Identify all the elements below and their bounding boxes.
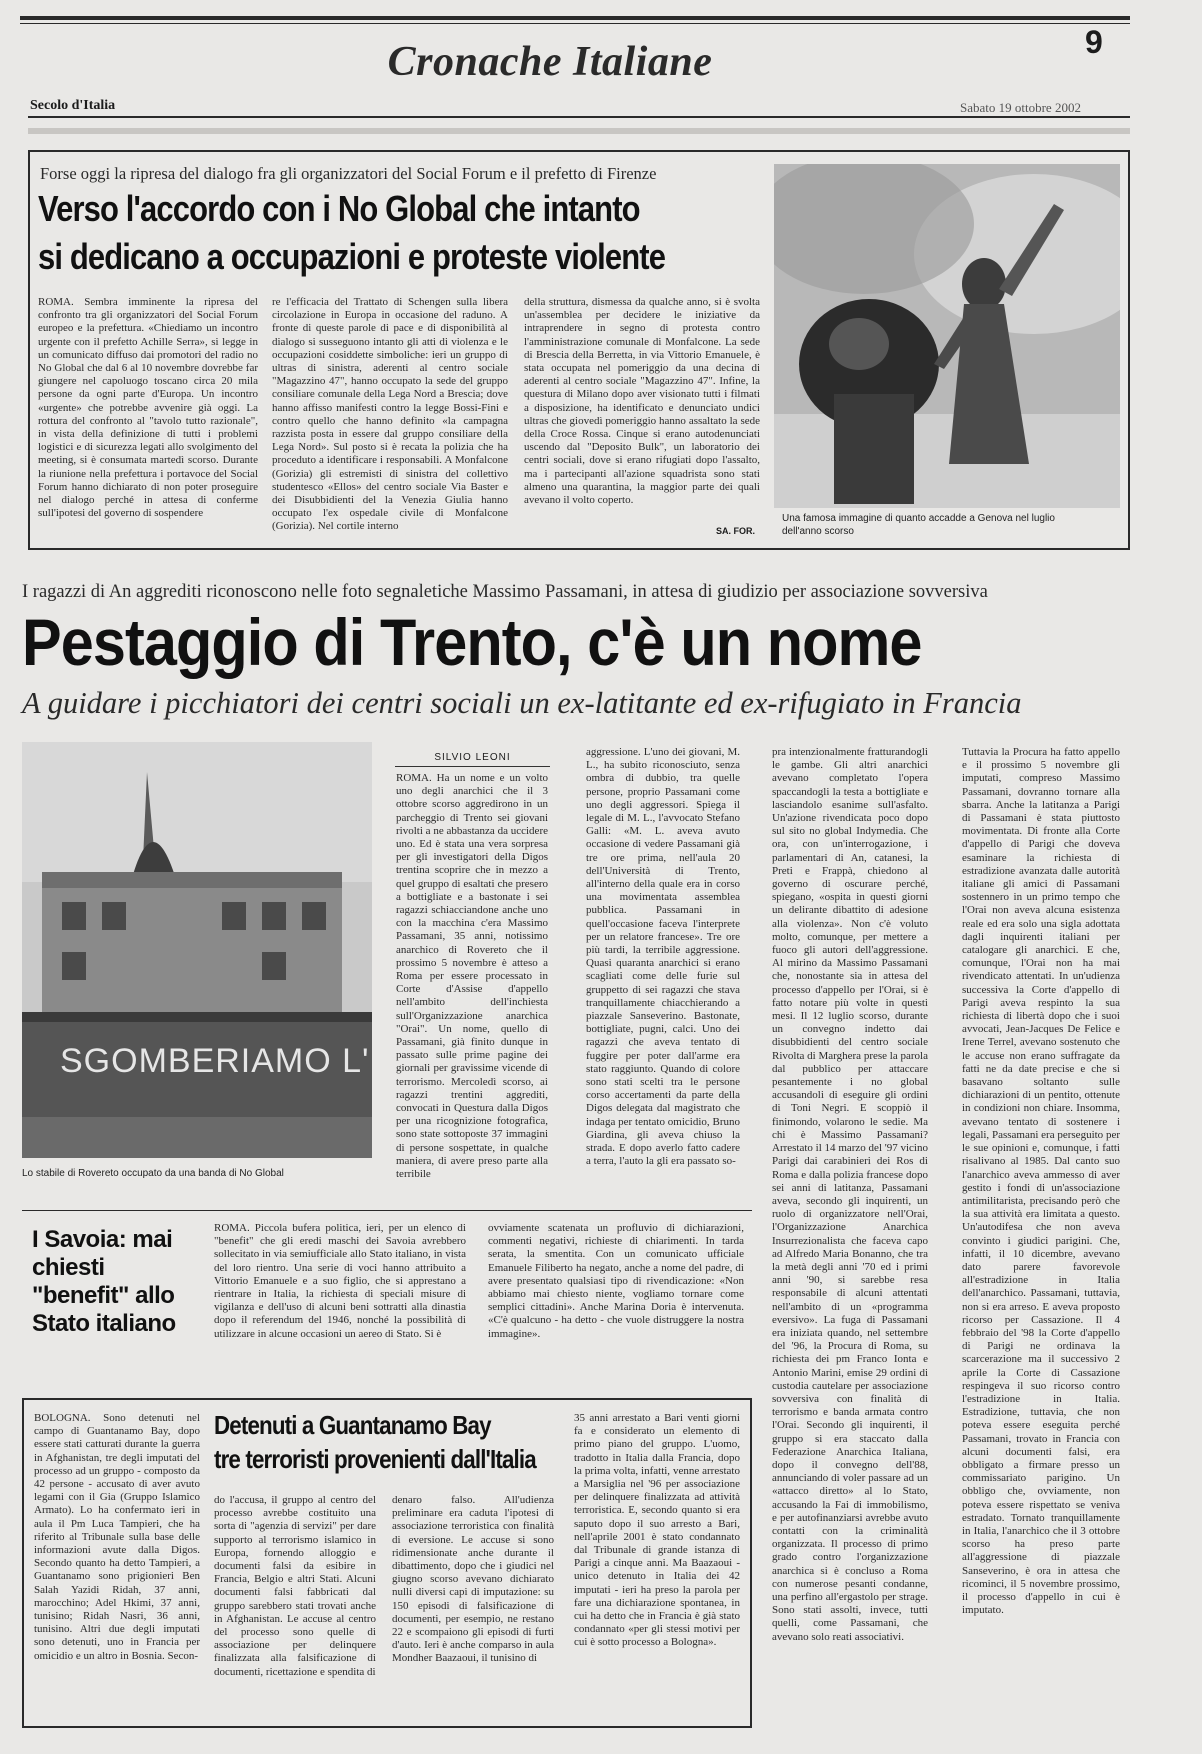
savoia-top-rule bbox=[22, 1210, 752, 1211]
article2-column-2: aggressione. L'uno dei giovani, M. L., ha subito riconosciuto, senza ombra di dubbio, tra quelle persone, proprio Passamani come uno degli aggressori. Spiega il legale di M. L., l'avvocato Stefano Galli: «M. L. aveva avuto occasione di vedere Passamani già tre ore prima, nell'aula 20 dell'Università di Trento, all'interno della quale era in corso una movimentata assemblea pubblica. Passamani in quell'occasione faceva l'interprete per un relatore francese». Tre ore più tardi, la terribile aggressione. Quasi quaranta anarchici si erano scagliati come delle furie sul gruppetto di sei ragazzi che stava tranquillamente chiacchierando a piazzale Sanseverino. Bastonate, bottigliate, pugni, calci. Uno dei ragazzi che aveva tentato di fuggire per poter dall'arme era stato raggiunto. Quando di colore sono stati scelti tra le persone corso accertamenti da parte della Digos delegata dal magistrato che indaga per tentato omicidio, Bruno Giardina, gli aveva chiuso la strada. E dopo averlo fatto cadere a terra, l'auto la gli era passato so- bbox=[586, 746, 740, 1168]
rovereto-building-photo bbox=[22, 742, 372, 1158]
genova-photo-caption: Una famosa immagine di quanto accadde a Genova nel luglio dell'anno scorso bbox=[782, 513, 1055, 537]
article1-column-3: della struttura, dismessa da qualche anno, si è svolta un'assemblea per decidere le iniziative da intraprendere in segno di protesta contro l'amministrazione comunale di Monfalcone. La sede di Brescia della Berretta, in via Vittorio Emanuele, è stata occupata nel pomeriggio da una decina di aderenti al centro sociale "Magazzino 47". Infine, la questura di Milano dopo aver visionato tutti i filmati a disposizione, ha identificato e denunciato undici ultras che giovedì pomeriggio hanno assaltato la sede della Croce Rossa. Cinque si erano autodenunciati uscendo dal "Deposito Bulk", un laboratorio dei centri sociali, dove si erano rifugiati dopo l'assalto, ma i partecipanti all'azione squadrista sono stati almeno una quarantina, la maggior parte dei quali avevano il volto coperto. bbox=[524, 296, 760, 507]
article1-byline: SA. FOR. bbox=[716, 526, 756, 536]
article2-column-4: Tuttavia la Procura ha fatto appello e il prossimo 5 novembre gli imputati, compreso Massimo Passamani, dovranno tornare alla sbarra. Anche la latitanza a Parigi di Passamani è stata piuttosto movimentata. Di fronte alla Corte d'appello di Parigi che doveva esaminare la richiesta di estradizione avanzata dalle autorità italiane gli amici di Passamani sostennero in un primo tempo che l'Orai non aveva alcuna esistenza reale ed era solo una sigla adottata dagli inquirenti italiani per catalogare gli anarchici. E che, comunque, l'Orai non ha mai rivendicato attentati. In un'udienza successiva la Corte d'appello di Parigi aveva respinto la sua richiesta di libertà dopo che i suoi avvocati, Jean-Jacques De Felice e Irene Terrel, avevano sostenuto che le accuse non erano suffragate da fatti ne da date precise e che si basavano soltanto sulle dichiarazioni di un pentito, ottenute in condizioni non chiare. Insomma, avevano tentato di sostenere i legali, Passamani era perseguito per le sue opinioni e, comunque, i fatti risalivano al 1985. Dal canto suo l'anarchico aveva ammesso di aver gestito i fondi di un'associazione antimilitarista, precisando però che la sua attività era limitata a questo. Un'autodifesa che non aveva convinto i giudici parigini. Che, infatti, il 10 dicembre, avevano dato parere favorevole all'estradizione in Italia dell'anarchico. Passamani, tuttavia, non si era arreso. E aveva proposto ricorso per Cassazione. Il 4 febbraio del '98 la Corte d'appello di Parigi ne ordinava la scarcerazione ma il successivo 2 aprile la Corte di Cassazione respingeva il suo ricorso contro l'estradizione in Italia. Estradizione, tuttavia, che non poteva essere eseguita perché Passamani, trovato in Francia con alcuni documenti falsi, era obbligato a firmare presso un commissariato parigino. Un obbligo che, ovviamente, non poteva essere rispettato se veniva estradato. Tornato tranquillamente in Italia, l'anarchico che il 3 ottobre scorso ha preso parte all'aggressione di piazzale Sanseverino, è ora in attesa che ricominci, il 5 novembre prossimo, il processo d'appello in cui è imputato. bbox=[962, 746, 1120, 1617]
article1-column-2: re l'efficacia del Trattato di Schengen sulla libera circolazione in Europa in occasione del raduno. A fronte di queste parole di pace e di disponibilità al dialogo si susseguono intanto gli atti di violenza e le occupazioni cosiddette simboliche: ieri un gruppo di ultras di sinistra, aderenti al centro sociale "Magazzino 47", hanno occupato la sede del gruppo consiliare comunale della Lega Nord a Brescia; dove hanno affisso manifesti contro la legge Bossi-Fini e contro quello che hanno definito «la campagna razzista posta in essere dal gruppo consiliare della Lega Nord». Sul posto si è recata la polizia che ha proceduto a identificare i responsabili. A Monfalcone (Gorizia) gli estremisti di sinistra del collettivo studentesco «Ellos» del centro sociale Via Baster e dei Disubbidienti del la Venezia Giulia hanno occupato l'ex ospedale civile di Monfalcone (Gorizia). Nel cortile interno bbox=[272, 296, 508, 533]
top-rule-thin bbox=[20, 23, 1130, 24]
genova-protest-photo bbox=[774, 164, 1120, 508]
article3-column-1: ROMA. Piccola bufera politica, ieri, per un elenco di "benefit" che gli eredi maschi dei Savoia avrebbero sollecitato in via semiufficiale allo Stato italiano, in vista del loro rientro. Una serie di voci hanno attribuito a Vittorio Emanuele e a suo figlio, che si apprestano a rientrare in Italia, la richiesta di speciali misure di vigilanza e dell'uso di alcuni beni sottratti alla dinastia dopo il referendum del 1946, nonché la possibilità di utilizzare in alcune occasioni un aereo di Stato. Si è bbox=[214, 1222, 466, 1340]
rovereto-photo-caption: Lo stabile di Rovereto occupato da una banda di No Global bbox=[22, 1168, 284, 1179]
article2-column-1: ROMA. Ha un nome e un volto uno degli anarchici che il 3 ottobre scorso aggredirono in un parcheggio di Trento sei giovani rivolti a ne abbastanza da uccidere uno. Ed è stata una vera sorpresa per gli investigatori della Digos trentina scoprire che in mezzo a quel gruppo di esaltati che presero a bottigliate e a bastonate i sei ragazzi schiacciandone anche uno con la macchina c'era Massimo Passamani, 35 anni, notissimo anarchico di Rovereto che il prossimo 5 novembre è atteso a Roma per essere processato in Corte d'Assise d'appello nell'ambito dell'inchiesta sull'Organizzazione anarchica "Orai". Un nome, quello di Passamani, già finito dunque in passato sulle prime pagine dei giornali per gravissime vicende di terrorismo. Mercoledì scorso, ai ragazzi trentini aggrediti, convocati in Questura dalla Digos per una ricognizione fotografica, sono state sottoposte 37 immagini di persone sospettate, in qualche maniera, di avere preso parte alla terribile bbox=[396, 772, 548, 1181]
section-title: Cronache Italiane bbox=[387, 39, 713, 85]
article2-kicker: I ragazzi di An aggrediti riconoscono nelle foto segnaletiche Massimo Passamani, in attesa di giudizio per associazione sovversiva bbox=[22, 582, 988, 602]
graffiti-text: SGOMBERIAMO L' bbox=[60, 1042, 370, 1080]
masthead-band bbox=[28, 128, 1130, 134]
article4-column-2: do l'accusa, il gruppo al centro del processo avrebbe costituito una sorta di "agenzia di servizi" per dare supporto al terrorismo islamico in Europa, fornendo alloggio e documenti falsi da esibire in Francia, Belgio e altri Stati. Alcuni documenti falsi fabbricati dal gruppo sarebbero stati trovati anche in Afghanistan. Le accuse al centro del processo sono quelle di associazione per delinquere finalizzata alla falsificazione di documenti, ricettazione e spendita di bbox=[214, 1494, 376, 1678]
article2-subheadline: A guidare i picchiatori dei centri sociali un ex-latitante ed ex-rifugiato in Francia bbox=[22, 686, 1022, 720]
article1-column-1: ROMA. Sembra imminente la ripresa del confronto tra gli organizzatori del Social Forum europeo e la prefettura. «Chiediamo un incontro urgente con il prefetto Achille Serra», si legge in un comunicato diffuso dai promotori del radio no No Global che dal 6 al 10 novembre dovrebbe far giungere nel capoluogo toscano circa 20 mila persone da ogni parte d'Europa. Un incontro «urgente» che potrebbe avvenire già oggi. La rottura del confronto al "tavolo tutto razionale", in vista della definizione di tutti i problemi logistici e di sicurezza legati allo svolgimento del meeting, si è consumata martedì scorso. Durante la riunione nella prefettura i portavoce del Social Forum hanno dichiarato di non poter proseguire nel dialogo perché in attesa di conferme sull'ipotesi del governo di sospendere bbox=[38, 296, 258, 520]
article4-column-3: denaro falso. All'udienza preliminare era caduta l'ipotesi di associazione terroristica con finalità di eversione. Le accuse si sono ridimensionate anche durante il dibattimento, dopo che i giudici nel giugno scorso avevano dichiarato nulli diversi capi di imputazione: su 150 episodi di falsificazione di documenti, per esempio, ne restano 22 e scompaiono gli episodi di furti d'auto. Ieri è anche comparso in aula Mondher Baazaoui, il tunisino di bbox=[392, 1494, 554, 1665]
article3-headline: I Savoia: mai chiesti "benefit" allo Stato italiano bbox=[32, 1226, 176, 1337]
article2-column-3: pra intenzionalmente fratturandogli le gambe. Gli altri anarchici avevano completato l'opera spaccandogli la testa a bottigliate e lasciandolo esanime sull'asfalto. Un'azione rivendicata poco dopo sul sito no global Indymedia. Che ora, con un'interrogazione, i parlamentari di An, catanesi, la Preti e Frappà, chiedono al governo di oscurare perché, spiegano, «ospita in questi giorni un delirante dibattito di adesione alla violenza». Non c'è voluto molto, comunque, per mettere a fuoco gli autori dell'aggressione. Al mirino da Massimo Passamani che, nonostante sia in attesa del processo d'appello per l'Orai, si è fatto notare più volte in questi mesi. Il 12 luglio scorso, durante un convegno indetto dai disubbidienti del centro sociale Rivolta di Marghera prese la parola dal pubblico per attaccare pesantemente i no global accusandoli di eseguire gli ordini di Toni Negri. E scoppiò il finimondo, volarono le sedie. Ma chi è Massimo Passamani? Arrestato il 14 marzo del '97 vicino Parigi dai carabinieri dei Ros di Roma e dalla polizia francese dopo sei anni di latitanza, Passamani aveva, secondo gli inquirenti, un ruolo di organizzatore nell'Orai, l'Organizzazione Anarchica Insurrezionalista che faceva capo ad Alfredo Maria Bonanno, che tra la metà degli anni '70 ed i primi anni '90, si sarebbe resa responsabile di alcuni attentati nell'ambito di un «programma eversivo». La fuga di Passamani era iniziata quando, nel settembre del '96, la Procura di Roma, su richiesta dei pm Franco Ionta e Antonio Marini, emise 29 ordini di custodia cautelare per associazione sovversiva con finalità di terrorismo e banda armata contro l'Orai. Secondo gli inquirenti, il gruppo si era staccato dalla Federazione Anarchica Italiana, dopo il convegno dell'88, annunciando di voler passare ad un «attacco diretto» al lo Stato, accusando la Fai di immobilismo, e per autofinanziarsi avrebbe avuto contatti con la criminalità organizzata. Il processo di primo grado contro l'organizzazione anarchica si è concluso a Roma con numerose pesanti condanne, una perfino all'ergastolo per strage. Sono stati assolti, invece, tutti quelli, come Passamani, che avevano solo reati associativi. bbox=[772, 746, 928, 1643]
article4-headline-line1: Detenuti a Guantanamo Bay bbox=[214, 1410, 491, 1440]
article4-column-1: BOLOGNA. Sono detenuti nel campo di Guantanamo Bay, dopo essere stati catturati durante la guerra in Afghanistan, tre degli imputati del processo ad un gruppo - composto da 42 persone - accusato di aver avuto legami con il Gia (Gruppo Islamico Armato). Lo ha confermato ieri in aula il Pm Luca Tampieri, che ha riferito al Tribunale sulla base delle informazioni avute dalla Digos. Secondo quanto ha detto Tampieri, a Guantanamo sono prigionieri Ben Salah Yazidi Ridah, 37 anni, marocchino; Adel Hkimi, 37 anni, tunisino; Ridah Nasri, 36 anni, tunisino. Altri due degli imputati sono detenuti, uno in Francia per omicidio e un altro in Bosnia. Secon- bbox=[34, 1412, 200, 1662]
issue-date: Sabato 19 ottobre 2002 bbox=[960, 100, 1081, 115]
article1-headline-line2: si dedicano a occupazioni e proteste violente bbox=[38, 236, 666, 277]
article2-author: SILVIO LEONI bbox=[395, 752, 550, 767]
page-number: 9 bbox=[1085, 24, 1103, 60]
article3-column-2: ovviamente scatenata un profluvio di dichiarazioni, commenti negativi, richieste di chiarimenti. In tarda serata, la smentita. Con un comunicato ufficiale Emanuele Filiberto ha negato, anche a nome del padre, di avere presentato qualsiasi tipo di rivendicazione: «Non abbiamo mai chiesto niente, vogliamo tornare come semplici cittadini». Anche Marina Doria è intervenuta. «C'è qualcuno - ha detto - che vuole distruggere la nostra immagine». bbox=[488, 1222, 744, 1340]
article2-headline: Pestaggio di Trento, c'è un nome bbox=[22, 605, 922, 679]
article1-headline-line1: Verso l'accordo con i No Global che intanto bbox=[38, 188, 640, 229]
building-illustration bbox=[22, 742, 372, 1158]
protest-illustration bbox=[774, 164, 1120, 508]
article4-headline-line2: tre terroristi provenienti dall'Italia bbox=[214, 1444, 536, 1474]
masthead-rule bbox=[28, 116, 1130, 118]
top-rule bbox=[20, 16, 1130, 20]
article1-kicker: Forse oggi la ripresa del dialogo fra gli organizzatori del Social Forum e il prefetto di Firenze bbox=[40, 164, 657, 183]
paper-name: Secolo d'Italia bbox=[30, 98, 116, 113]
article4-column-4: 35 anni arrestato a Bari venti giorni fa e considerato un elemento di primo piano del gruppo. L'uomo, tradotto in Italia dalla Francia, dopo la prima volta, infatti, venne arrestato a Marsiglia nel '96 per associazione per delinquere finalizzata ad attività terroristica. E, secondo quanto si era saputo dopo il suo arresto a Bari, nell'aprile 2001 è stato condannato dal Tribunale di grande istanza di Parigi a cinque anni. Ma Baazaoui - unico detenuto in Italia dei 42 imputati - ieri ha preso la parola per fare una dichiarazione spontanea, in cui ha detto che in Francia è già stato condannato «per gli stessi motivi per cui è sotto processo a Bologna». bbox=[574, 1412, 740, 1649]
